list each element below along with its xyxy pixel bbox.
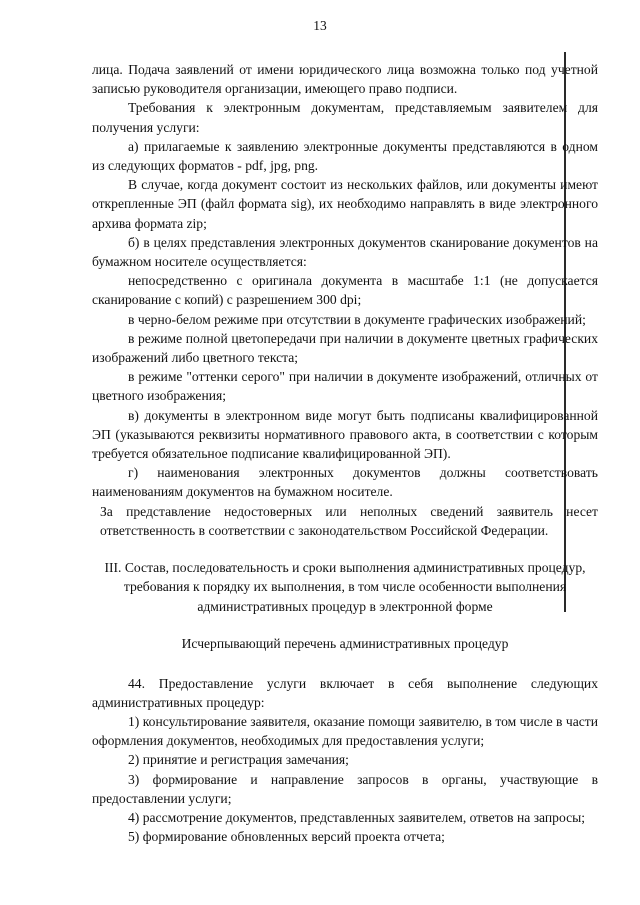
paragraph-scan-original: непосредственно с оригинала документа в масштабе 1:1 (не допускается сканирование с копий) с разрешением 300 dpi; <box>92 273 598 308</box>
paragraph-item-a: а) прилагаемые к заявлению электронные документы представляются в одном из следующих форматов - pdf, jpg, png. <box>92 138 598 174</box>
paragraph-item-v: в) документы в электронном виде могут быть подписаны квалифицированной ЭП (указываются реквизиты нормативного правового акта, в соответствии с которым требуется обязательное подписание квалифицированной ЭП). <box>92 407 598 462</box>
paragraph-responsibility: За представление недостоверных или неполных сведений заявитель несет ответственность в соответствии с законодательством Российской Федерации. <box>100 503 598 538</box>
list-item-1: 1) консультирование заявителя, оказание помощи заявителю, в том числе в части оформления документов, необходимых для предоставления услуги; <box>92 713 598 749</box>
document-body <box>92 60 598 846</box>
paragraph-44: 44. Предоставление услуги включает в себя выполнение следующих административных процедур: <box>92 675 598 710</box>
list-item-3: 3) формирование и направление запросов в органы, участвующие в предоставлении услуги; <box>92 771 598 806</box>
page-number: 13 <box>313 18 327 33</box>
paragraph-requirements: Требования к электронным документам, представляемым заявителем для получения услуги: <box>92 100 598 135</box>
section-title: III. Состав, последовательность и сроки выполнения административных процедур, требования к порядку их выполнения, в том числе особенности выполнения административных процедур в электронной форме <box>104 560 586 614</box>
list-item-4: 4) рассмотрение документов, представленных заявителем, ответов на запросы; <box>128 809 586 825</box>
paragraph-item-g: г) наименования электронных документов должны соответствовать наименованиям документов на бумажном носителе. <box>92 465 598 500</box>
paragraph-multiple-files: В случае, когда документ состоит из нескольких файлов, или документы имеют открепленные ЭП (файл формата sig), их необходимо направлять в виде электронного архива формата zip; <box>92 177 598 231</box>
list-item-5: 5) формирование обновленных версий проекта отчета; <box>128 829 445 845</box>
subheading: Исчерпывающий перечень административных процедур <box>181 636 509 652</box>
paragraph-continuation: лица. Подача заявлений от имени юридического лица возможна только под учетной записью руководителя организации, имеющего право подписи. <box>92 62 598 97</box>
paragraph-item-b: б) в целях представления электронных документов сканирование документов на бумажном носителе осуществляется: <box>92 234 598 270</box>
paragraph-scan-bw: в черно-белом режиме при отсутствии в документе графических изображений; <box>128 311 586 327</box>
list-item-2: 2) принятие и регистрация замечания; <box>128 752 349 768</box>
paragraph-scan-color: в режиме полной цветопередачи при наличии в документе цветных графических изображений либо цветного текста; <box>92 330 598 366</box>
paragraph-scan-grayscale: в режиме "оттенки серого" при наличии в документе изображений, отличных от цветного изображения; <box>92 369 598 404</box>
